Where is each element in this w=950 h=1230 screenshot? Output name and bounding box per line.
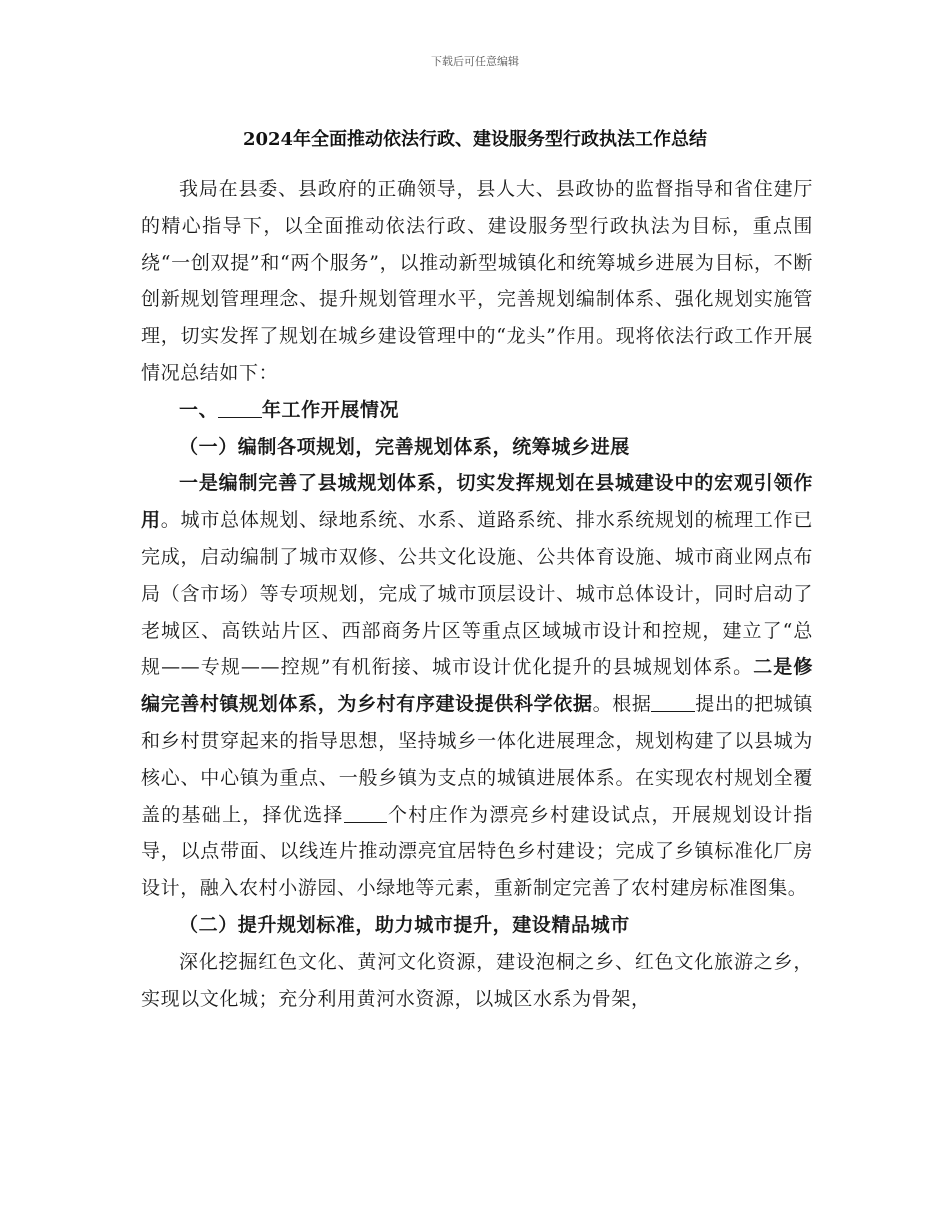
subsection-2-paragraph: 深化挖掘红色文化、黄河文化资源，建设泡桐之乡、红色文化旅游之乡，实现以文化城；充分利用黄河水资源，以城区水系为骨架， — [141, 950, 813, 1010]
subsection-1-paragraph — [141, 465, 813, 907]
lead-sentence-2: 二是修编完善村镇规划体系，为乡村有序建设提供科学依据 — [141, 656, 813, 716]
name-blank — [651, 692, 695, 712]
document-title: 2024年全面推动依法行政、建设服务型行政执法工作总结 — [242, 129, 708, 150]
header-note: 下载后可任意编辑 — [431, 55, 519, 68]
count-blank — [344, 803, 388, 823]
body-text-2a: 。根据 — [592, 693, 652, 716]
lead-sentence-1: 一是编制完善了县城规划体系，切实发挥规划在县城建设中的宏观引领作用 — [141, 472, 813, 532]
body-text-2c: 个村庄作为漂亮乡村建设试点，开展规划设计指导，以点带面、以线连片推动漂亮宜居特色乡村建设；完成了乡镇标准化厂房设计，融入农村小游园、小绿地等元素，重新制定完善了农村建房标准图集。 — [141, 803, 813, 900]
subsection-heading-2: （二）提升规划标准，助力城市提升，建设精品城市 — [179, 913, 630, 936]
section-heading-suffix: 年工作开展情况 — [261, 398, 400, 421]
document-body — [141, 171, 813, 1017]
year-blank — [218, 398, 262, 418]
intro-paragraph: 我局在县委、县政府的正确领导，县人大、县政协的监督指导和省住建厅的精心指导下，以全面推动依法行政、建设服务型行政执法为目标，重点围绕“一创双提”和“两个服务”，以推动新型城镇化和统筹城乡进展为目标，不断创新规划管理理念、提升规划管理水平，完善规划编制体系、强化规划实施管理，切实发挥了规划在城乡建设管理中的“龙头”作用。现将依法行政工作开展情况总结如下： — [141, 178, 813, 384]
section-heading-prefix: 一、 — [179, 398, 219, 421]
section-heading-1 — [141, 392, 813, 429]
body-text-2b: 提出的把城镇和乡村贯穿起来的指导思想，坚持城乡一体化进展理念，规划构建了以县城为核心、中心镇为重点、一般乡镇为支点的城镇进展体系。在实现农村规划全覆盖的基础上，择优选择 — [141, 693, 813, 826]
subsection-heading-1: （一）编制各项规划，完善规划体系，统筹城乡进展 — [179, 435, 630, 458]
body-text-1: 。城市总体规划、绿地系统、水系、道路系统、排水系统规划的梳理工作已完成，启动编制了城市双修、公共文化设施、公共体育设施、城市商业网点布局（含市场）等专项规划，完成了城市顶层设计、城市总体设计，同时启动了老城区、高铁站片区、西部商务片区等重点区域城市设计和控规，建立了“总规——专规——控规”有机衔接、城市设计优化提升的县城规划体系。 — [141, 509, 813, 679]
